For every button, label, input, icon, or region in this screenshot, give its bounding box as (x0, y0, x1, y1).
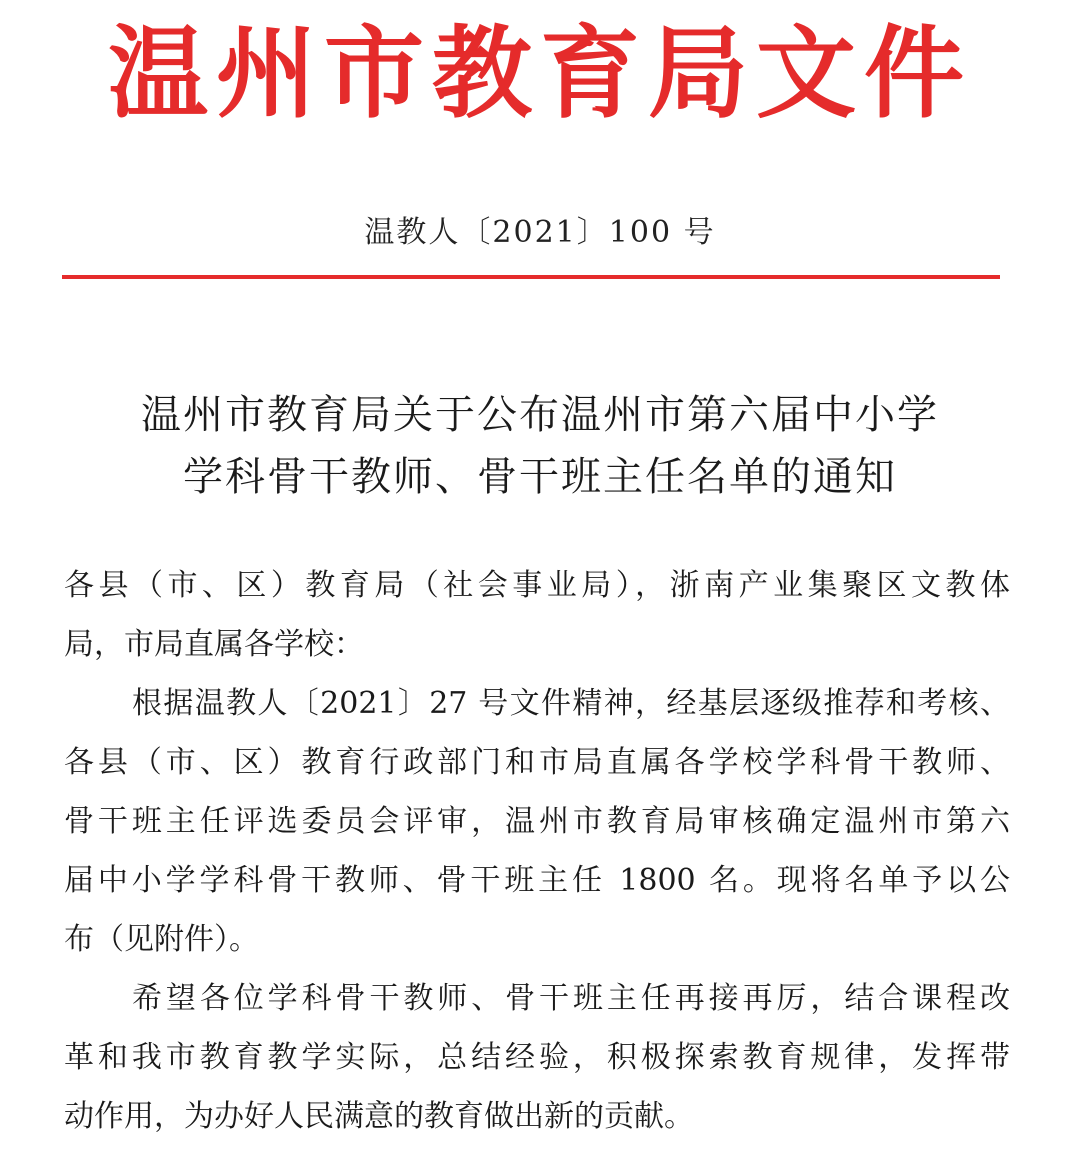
body-line: 骨干班主任评选委员会评审，温州市教育局审核确定温州市第六 (64, 804, 1010, 839)
body-line: 希望各位学科骨干教师、骨干班主任再接再厉，结合课程改 (132, 981, 1010, 1016)
document-title (40, 384, 1040, 508)
body-line: 各县（市、区）教育局（社会事业局），浙南产业集聚区文教体 (64, 568, 1010, 603)
body-line: 动作用，为办好人民满意的教育做出新的贡献。 (64, 1099, 694, 1134)
document-body (64, 556, 1010, 1146)
document-masthead: 温州市教育局文件 (108, 15, 972, 132)
body-line: 各县（市、区）教育行政部门和市局直属各学校学科骨干教师、 (64, 745, 1010, 780)
body-line: 届中小学学科骨干教师、骨干班主任 1800 名。现将名单予以公 (64, 863, 1010, 898)
red-divider-line (62, 275, 1000, 279)
body-line: 革和我市教育教学实际，总结经验，积极探索教育规律，发挥带 (64, 1040, 1010, 1075)
title-line-2: 学科骨干教师、骨干班主任名单的通知 (183, 454, 897, 500)
body-line: 布（见附件）。 (64, 922, 259, 957)
body-line: 局，市局直属各学校： (64, 627, 364, 662)
body-line: 根据温教人〔2021〕27 号文件精神，经基层逐级推荐和考核、 (132, 686, 1010, 721)
addressee (64, 556, 1010, 674)
paragraph-1 (64, 674, 1010, 969)
title-line-1: 温州市教育局关于公布温州市第六届中小学 (141, 392, 939, 438)
paragraph-2 (64, 969, 1010, 1146)
document-number: 温教人〔2021〕100 号 (364, 215, 716, 250)
